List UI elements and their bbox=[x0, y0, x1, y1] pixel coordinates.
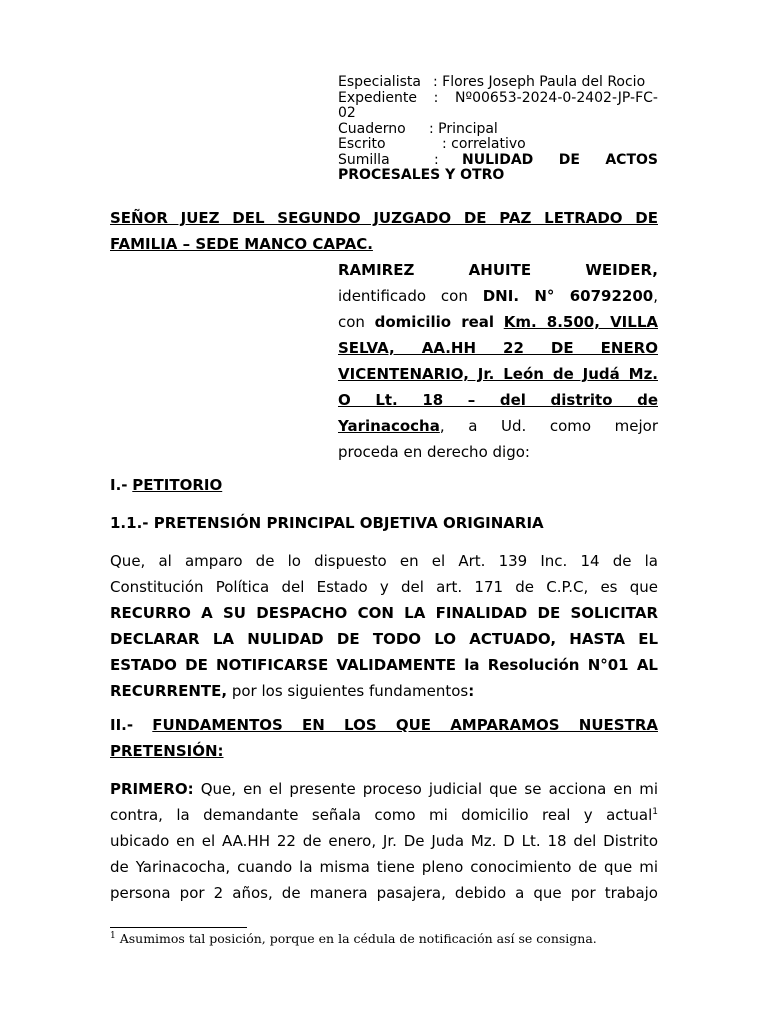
sumilla-row bbox=[338, 153, 658, 169]
party-block bbox=[338, 257, 658, 465]
addressee-line: FAMILIA – SEDE MANCO CAPAC. bbox=[110, 235, 373, 253]
paragraph-line bbox=[110, 678, 658, 704]
paragraph-line bbox=[110, 802, 658, 828]
case-header bbox=[338, 75, 658, 184]
section-title: FUNDAMENTOS EN LOS QUE AMPARAMOS NUESTRA bbox=[152, 716, 658, 734]
footnote-marker: 1 bbox=[110, 930, 116, 941]
party-domicile-line bbox=[338, 309, 658, 335]
escrito-value: : correlativo bbox=[442, 136, 526, 152]
dni: DNI. N° 60792200 bbox=[482, 287, 654, 305]
section-heading-fundamentos bbox=[110, 712, 658, 764]
expediente-row-cont bbox=[338, 106, 658, 122]
paragraph-line: ubicado en el AA.HH 22 de enero, Jr. De Juda Mz. D Lt. 18 del Distrito bbox=[110, 832, 658, 850]
paragraph-line: Que, al amparo de lo dispuesto en el Art. 139 Inc. 14 de la bbox=[110, 552, 658, 570]
expediente-value: Nº00653-2024-0-2402-JP-FC- bbox=[455, 89, 658, 106]
especialista-row bbox=[338, 75, 658, 91]
section-title: PETITORIO bbox=[132, 476, 223, 494]
id-prefix: identificado con bbox=[338, 287, 468, 305]
especialista-label: Especialista bbox=[338, 74, 421, 90]
cuaderno-row bbox=[338, 122, 658, 138]
id-suffix: , bbox=[653, 287, 658, 305]
address-suffix: , a Ud. como mejor bbox=[439, 417, 658, 435]
expediente-label: Expediente bbox=[338, 89, 417, 106]
subsection-heading: 1.1.- PRETENSIÓN PRINCIPAL OBJETIVA ORIGINARIA bbox=[110, 514, 544, 532]
line-text: contra, la demandante señala como mi domicilio real y actual bbox=[110, 806, 653, 824]
expediente-value-cont: 02 bbox=[338, 105, 356, 121]
paragraph-line: de Yarinacocha, cuando la misma tiene pleno conocimiento de que mi bbox=[110, 858, 658, 876]
paragraph-line: ESTADO DE NOTIFICARSE VALIDAMENTE la Resolución N°01 AL bbox=[110, 656, 658, 674]
paragraph-lead: PRIMERO: bbox=[110, 780, 194, 798]
sumilla-value: NULIDAD DE ACTOS bbox=[462, 151, 658, 168]
party-district-line bbox=[338, 413, 658, 439]
cuaderno-value: : Principal bbox=[429, 120, 498, 137]
paragraph-line bbox=[110, 776, 658, 802]
sumilla-sep: : bbox=[434, 151, 439, 168]
cuaderno-label: Cuaderno bbox=[338, 120, 406, 137]
section-heading-line bbox=[110, 712, 658, 738]
addressee-line: SEÑOR JUEZ DEL SEGUNDO JUZGADO DE PAZ LETRADO DE bbox=[110, 209, 658, 227]
address-part: Yarinacocha bbox=[338, 417, 440, 435]
paragraph-petitorio bbox=[110, 548, 658, 704]
footnote-text: Asumimos tal posición, porque en la cédula de notificación así se consigna. bbox=[115, 931, 597, 946]
section-number: II.- bbox=[110, 716, 134, 734]
footnote-separator bbox=[110, 927, 247, 928]
address-part: SELVA, AA.HH 22 DE ENERO bbox=[338, 339, 658, 357]
colon: : bbox=[468, 682, 475, 700]
especialista-value: : Flores Joseph Paula del Rocio bbox=[433, 74, 646, 90]
line-text: por los siguientes fundamentos bbox=[227, 682, 469, 700]
footnote bbox=[110, 931, 597, 946]
dom-prefix: con bbox=[338, 313, 365, 331]
address-part: Km. 8.500, VILLA bbox=[503, 313, 658, 331]
escrito-label: Escrito bbox=[338, 136, 386, 152]
address-part: O Lt. 18 – del distrito de bbox=[338, 391, 658, 409]
addressee bbox=[110, 205, 658, 257]
line-text: Que, en el presente proceso judicial que se acciona en mi bbox=[193, 780, 658, 798]
expediente-row bbox=[338, 91, 658, 107]
recurrente: RECURRENTE, bbox=[110, 682, 228, 700]
escrito-row bbox=[338, 137, 658, 153]
paragraph-line: Constitución Política del Estado y del art. 171 de C.P.C, es que bbox=[110, 578, 658, 596]
paragraph-line: persona por 2 años, de manera pasajera, debido a que por trabajo bbox=[110, 884, 658, 902]
paragraph-line: DECLARAR LA NULIDAD DE TODO LO ACTUADO, HASTA EL bbox=[110, 630, 658, 648]
party-name: RAMIREZ AHUITE WEIDER, bbox=[338, 261, 658, 279]
sumilla-label: Sumilla bbox=[338, 151, 390, 168]
paragraph-primero bbox=[110, 776, 658, 906]
address-part: VICENTENARIO, Jr. León de Judá Mz. bbox=[338, 365, 658, 383]
sumilla-row-cont bbox=[338, 168, 658, 184]
paragraph-line: RECURRO A SU DESPACHO CON LA FINALIDAD DE SOLICITAR bbox=[110, 604, 658, 622]
section-number: I.- bbox=[110, 476, 128, 494]
expediente-sep: : bbox=[433, 89, 439, 106]
section-title-cont: PRETENSIÓN: bbox=[110, 742, 224, 760]
party-closing: proceda en derecho digo: bbox=[338, 443, 530, 461]
dom-label: domicilio real bbox=[374, 313, 495, 331]
sumilla-value-cont: PROCESALES Y OTRO bbox=[338, 167, 505, 183]
section-heading-petitorio bbox=[110, 472, 658, 498]
party-id-line bbox=[338, 283, 658, 309]
footnote-ref[interactable]: 1 bbox=[652, 807, 658, 817]
